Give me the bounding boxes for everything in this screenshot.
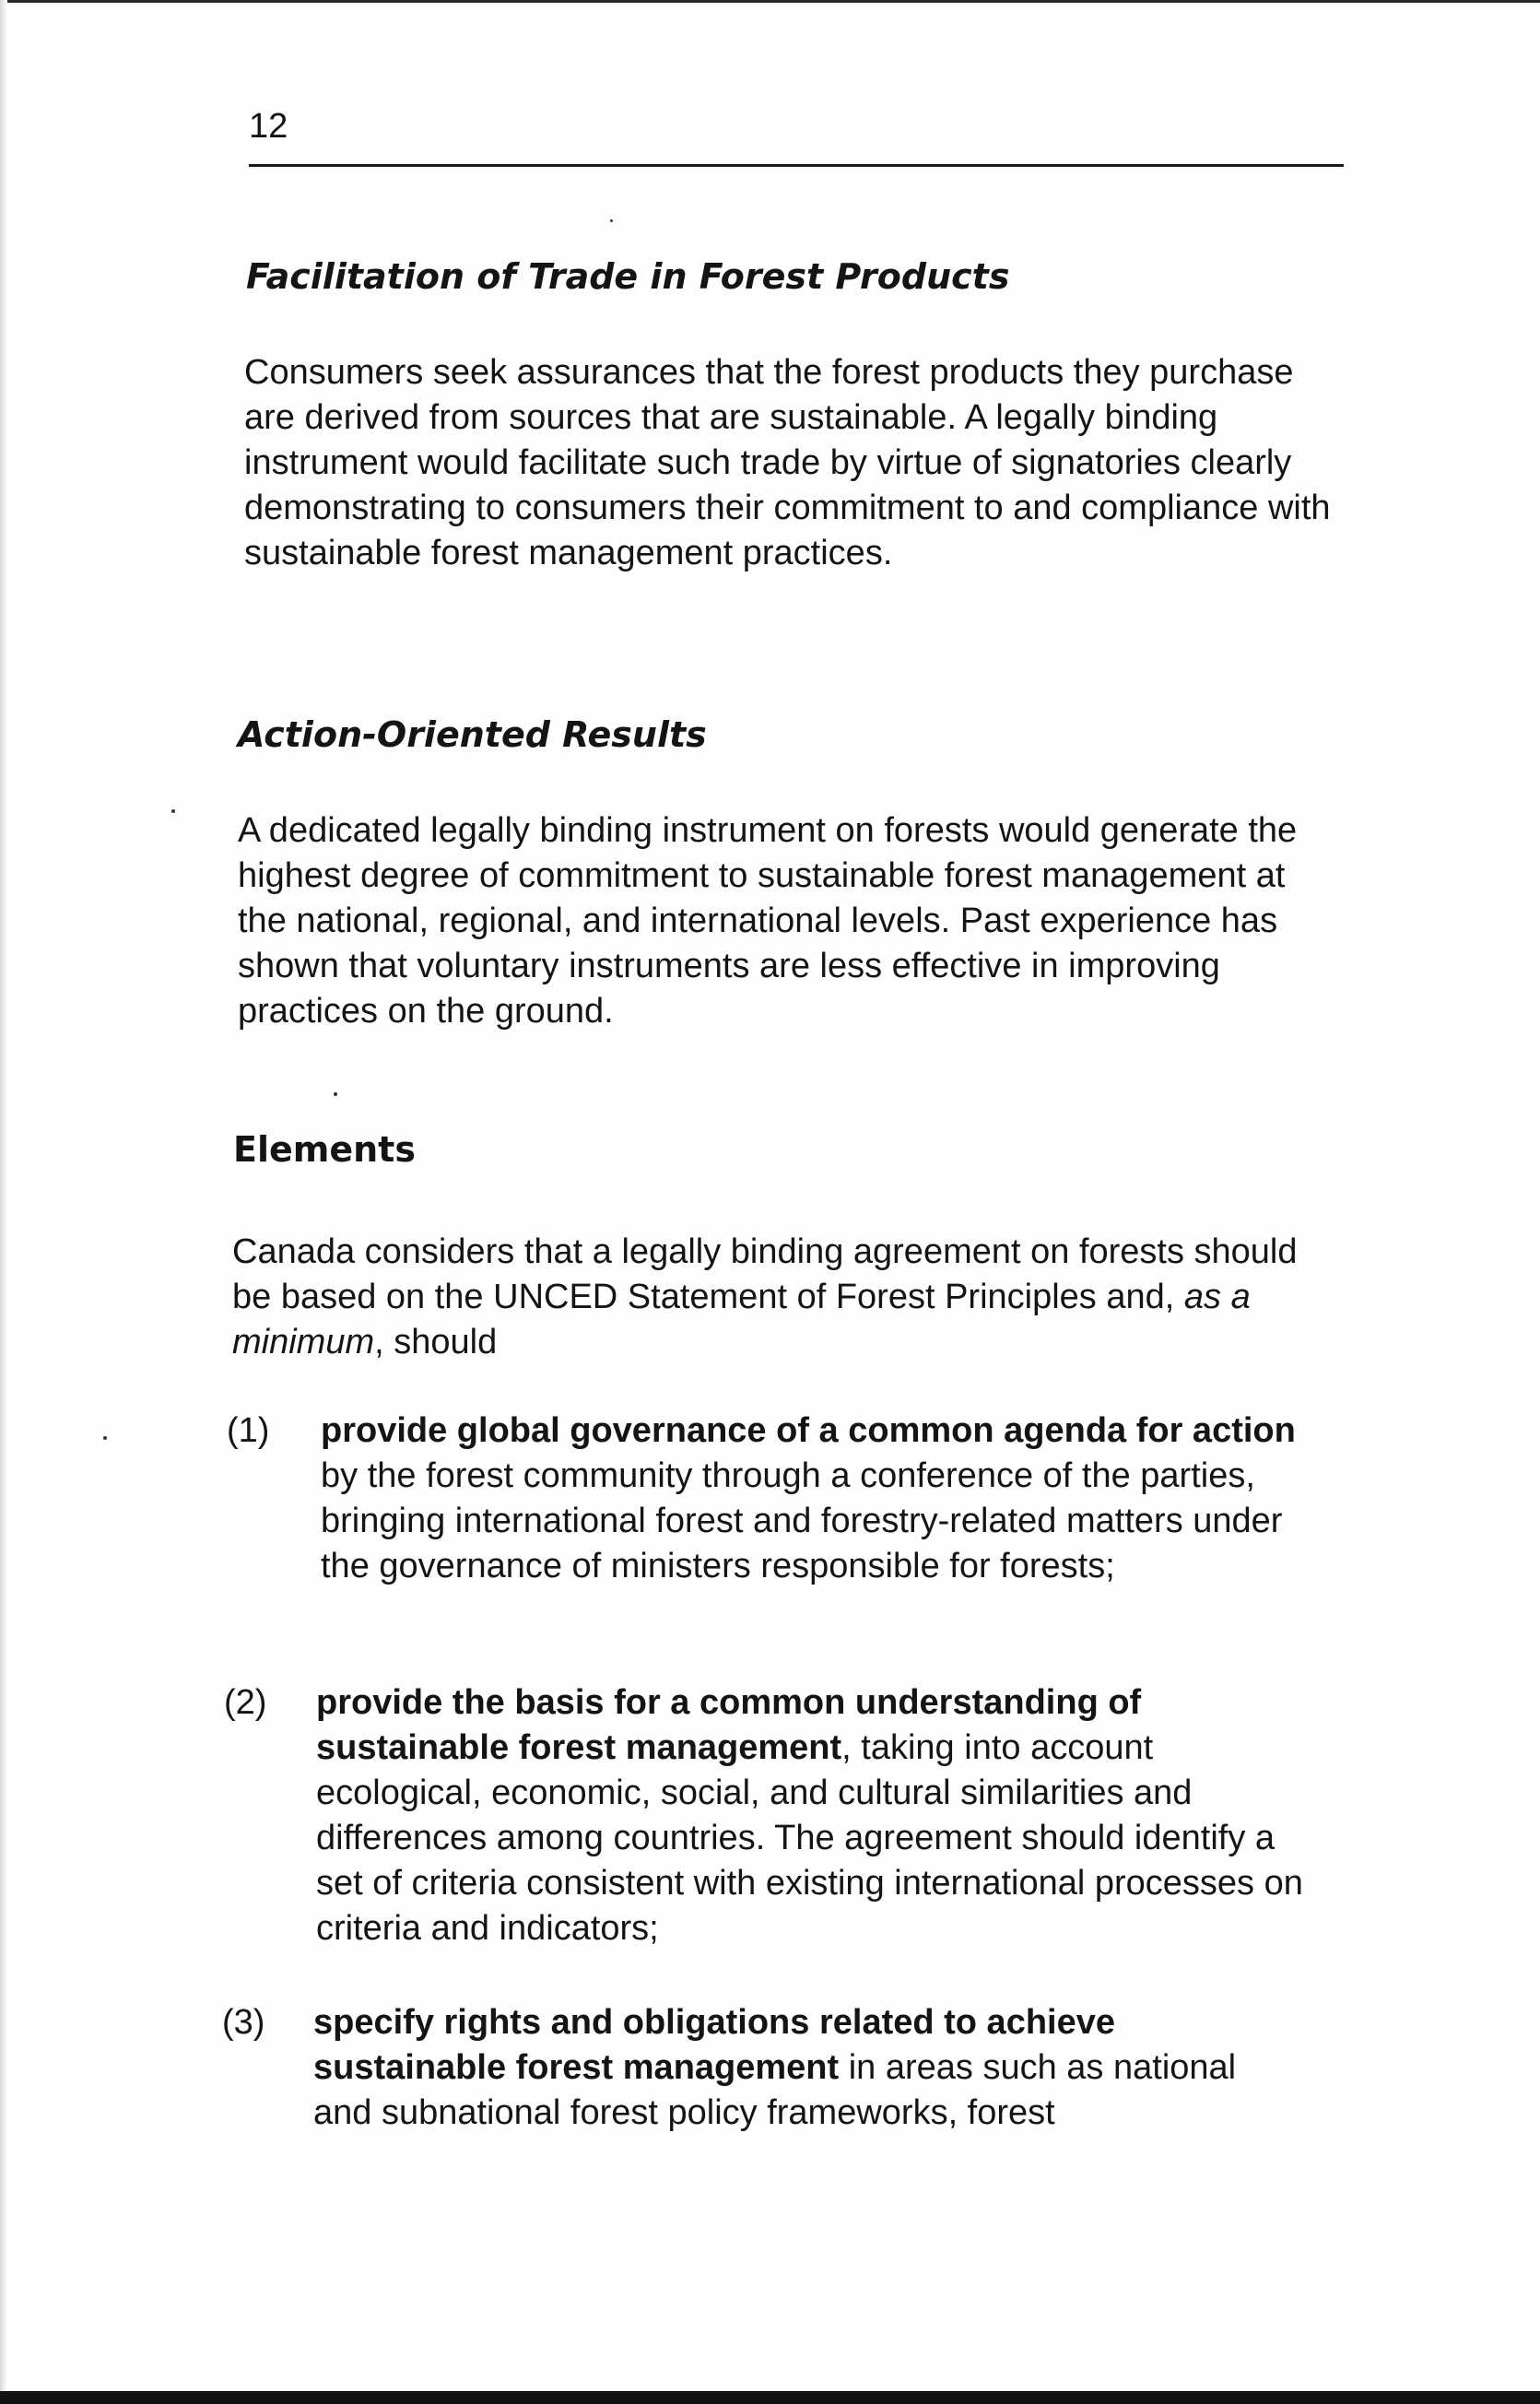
intro-text-end: , should bbox=[374, 1323, 498, 1361]
list-item-text bbox=[321, 1408, 1298, 1589]
scan-bottom-edge bbox=[0, 2391, 1540, 2404]
section-intro-elements bbox=[232, 1230, 1311, 1365]
list-item-text bbox=[316, 1680, 1311, 1951]
section-body-action bbox=[238, 808, 1298, 1034]
section-heading-elements: Elements bbox=[233, 1129, 416, 1170]
section-heading-trade: Facilitation of Trade in Forest Products bbox=[246, 256, 1010, 297]
header-rule bbox=[249, 164, 1344, 167]
scan-top-edge bbox=[0, 0, 1540, 3]
list-item-number: (1) bbox=[227, 1411, 270, 1450]
scan-speck bbox=[334, 1092, 337, 1096]
list-item-bold: provide global governance of a common agenda for action bbox=[321, 1411, 1296, 1450]
scan-speck bbox=[610, 219, 613, 222]
intro-text-start: Canada considers that a legally binding agreement on forests should be based on the UNCED Statement of Forest Principles and, bbox=[232, 1232, 1298, 1316]
list-item-rest: by the forest community through a conference of the parties, bringing international forest and forestry-related matters under the governance of ministers responsible for forests; bbox=[321, 1456, 1283, 1585]
section-body-trade bbox=[244, 350, 1341, 576]
paragraph-text: Consumers seek assurances that the forest products they purchase are derived from sources that are sustainable. A legally binding instrument would facilitate such trade by virtue of signatories clearly demonstrating to consumers their commitment to and compliance with sustainable forest management practices. bbox=[244, 353, 1331, 572]
paragraph-text: A dedicated legally binding instrument on forests would generate the highest degree of commitment to sustainable forest management at the national, regional, and international levels. Past experience has shown that voluntary instruments are less effective in improving practices on the ground. bbox=[238, 811, 1298, 1031]
list-item-number: (2) bbox=[224, 1683, 267, 1722]
list-item-bold: provide the basis for a common understanding of sustainable forest management bbox=[316, 1683, 1142, 1767]
list-item-number: (3) bbox=[222, 2003, 265, 2042]
scan-speck bbox=[103, 1436, 107, 1440]
list-item-rest: , taking into account ecological, economic, social, and cultural similarities and differences among countries. The agreement should identify a set of criteria consistent with existing international processes on criteria and indicators; bbox=[316, 1728, 1303, 1948]
section-heading-action: Action-Oriented Results bbox=[238, 714, 707, 755]
intro-text-emphasis: as a minimum bbox=[232, 1278, 1251, 1361]
scan-speck bbox=[171, 809, 175, 813]
list-item-rest: in areas such as national and subnational forest policy frameworks, forest bbox=[313, 2048, 1237, 2132]
list-item-text bbox=[313, 2000, 1290, 2136]
paragraph-text bbox=[232, 1230, 1311, 1365]
scan-left-edge bbox=[0, 0, 7, 2404]
list-item-bold: specify rights and obligations related to achieve sustainable forest management bbox=[313, 2003, 1115, 2087]
page-number: 12 bbox=[249, 107, 288, 146]
